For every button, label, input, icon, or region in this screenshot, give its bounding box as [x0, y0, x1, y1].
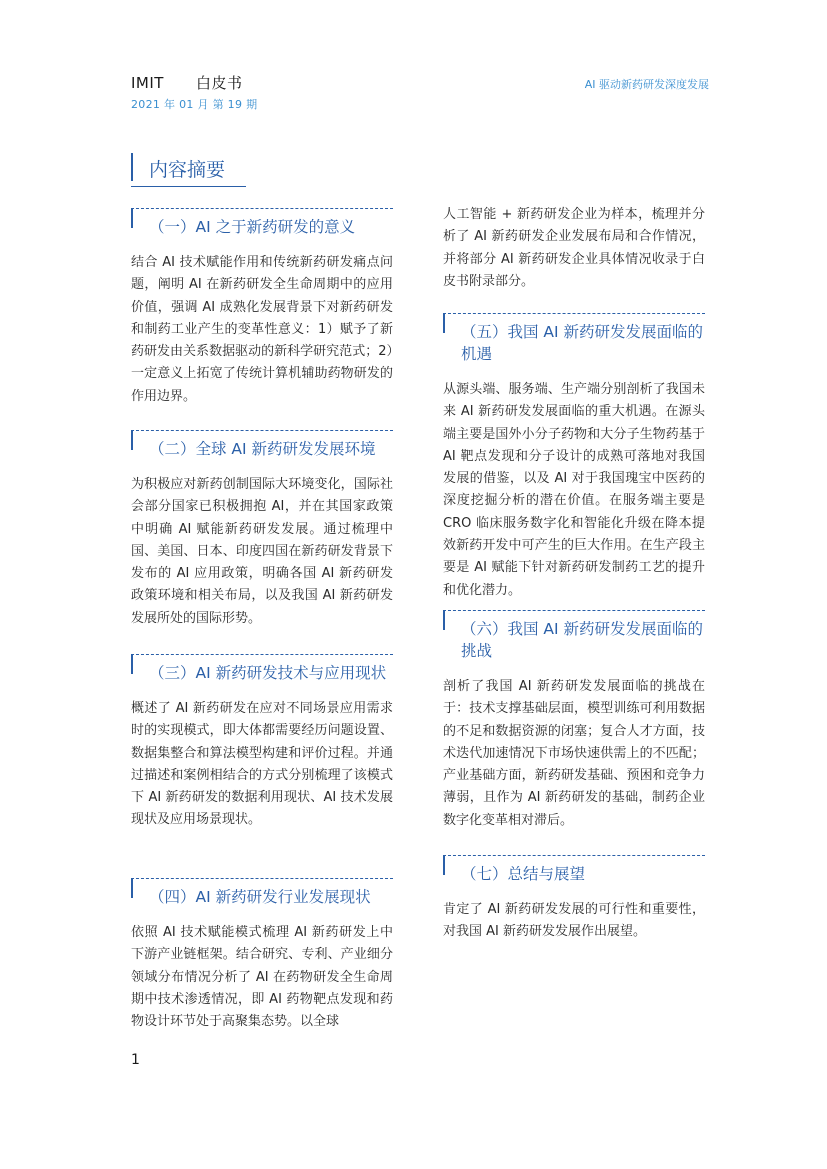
doc-type: 白皮书	[195, 74, 243, 92]
section-2	[131, 430, 393, 630]
section-body: 依照 AI 技术赋能模式梳理 AI 新药研发上中下游产业链框架。结合研究、专利、产业细分领域分布情况分析了 AI 在药物研发全生命周期中技术渗透情况，即 AI 药物靶点发现和药物设计环节处于高聚集态势。以全球	[131, 925, 393, 1030]
section-divider	[131, 878, 393, 879]
section-title: （一）AI 之于新药研发的意义	[149, 218, 356, 236]
section-marker	[131, 430, 133, 450]
section-marker	[443, 855, 445, 875]
section-body: 为积极应对新药创制国际大环境变化，国际社会部分国家已积极拥抱 AI，并在其国家政策中明确 AI 赋能新药研发发展。通过梳理中国、美国、日本、印度四国在新药研发背景下发布的 AI 应用政策，明确各国 AI 新药研发政策环境和相关布局，以及我国 AI 新药研发发展所处的国际形势。	[131, 477, 393, 626]
section-divider	[443, 313, 705, 314]
section-divider	[131, 208, 393, 209]
header-left	[131, 72, 257, 112]
section-heading	[131, 878, 393, 908]
section-4-continued	[443, 204, 705, 293]
section-heading	[443, 313, 705, 365]
section-6	[443, 610, 705, 832]
section-7	[443, 855, 705, 944]
section-heading	[131, 208, 393, 238]
section-title: （四）AI 新药研发行业发展现状	[149, 888, 371, 906]
toc-heading-underline	[131, 186, 246, 187]
section-marker	[131, 654, 133, 674]
section-divider	[131, 430, 393, 431]
section-body: 肯定了 AI 新药研发发展的可行性和重要性，对我国 AI 新药研发发展作出展望。	[443, 902, 705, 940]
issue-date: 2021 年 01 月 第 19 期	[131, 98, 258, 111]
section-1	[131, 208, 393, 408]
section-divider	[443, 855, 705, 856]
section-heading	[443, 855, 705, 885]
section-body: 概述了 AI 新药研发在应对不同场景应用需求时的实现模式，即大体都需要经历问题设置、数据集整合和算法模型构建和评价过程。并通过描述和案例相结合的方式分别梳理了该模式下 AI 新药研发的数据利用现状、AI 技术发展现状及应用场景现状。	[131, 701, 393, 828]
section-marker	[131, 878, 133, 898]
section-body: 剖析了我国 AI 新药研发发展面临的挑战在于：技术支撑基础层面，模型训练可利用数据的不足和数据资源的闭塞；复合人才方面，技术迭代加速情况下市场快速供需上的不匹配；产业基础方面，新药研发基础、预困和竞争力薄弱，且作为 AI 新药研发的基础，制药企业数字化变革相对滞后。	[443, 679, 705, 828]
section-marker	[131, 208, 133, 228]
running-title: AI 驱动新药研发深度发展	[584, 78, 709, 91]
section-body: 结合 AI 技术赋能作用和传统新药研发痛点问题，阐明 AI 在新药研发全生命周期中的应用价值，强调 AI 成熟化发展背景下对新药研发和制药工业产生的变革性意义：1）赋予了新药研发由关系数据驱动的新科学研究范式；2）一定意义上拓宽了传统计算机辅助药物研发的作用边界。	[131, 255, 393, 404]
brand-name: IMIT	[131, 74, 164, 92]
section-3	[131, 654, 393, 832]
section-body: 人工智能 + 新药研发企业为样本，梳理并分析了 AI 新药研发企业发展布局和合作情况，并将部分 AI 新药研发企业具体情况收录于白皮书附录部分。	[443, 207, 705, 289]
section-marker	[443, 610, 445, 630]
section-divider	[131, 654, 393, 655]
section-divider	[443, 610, 705, 611]
section-title: （三）AI 新药研发技术与应用现状	[149, 664, 387, 682]
section-5	[443, 313, 705, 602]
toc-title: 内容摘要	[149, 159, 226, 181]
section-title: （六）我国 AI 新药研发发展面临的挑战	[461, 620, 704, 660]
section-title: （五）我国 AI 新药研发发展面临的机遇	[461, 323, 704, 363]
section-heading	[131, 430, 393, 460]
section-marker	[443, 313, 445, 333]
section-title: （七）总结与展望	[461, 865, 586, 883]
page-number: 1	[131, 1052, 140, 1068]
section-heading	[131, 654, 393, 684]
section-heading	[443, 610, 705, 662]
header-brand-line	[131, 72, 257, 93]
section-4	[131, 878, 393, 1033]
toc-heading-bar	[131, 153, 133, 181]
section-title: （二）全球 AI 新药研发发展环境	[149, 440, 376, 458]
section-body: 从源头端、服务端、生产端分别剖析了我国未来 AI 新药研发发展面临的重大机遇。在源头端主要是国外小分子药物和大分子生物药基于 AI 靶点发现和分子设计的成熟可落地对我国发展的借鉴，以及 AI 对于我国瑰宝中医药的深度挖掘分析的潜在价值。在服务端主要是 CRO 临床服务数字化和智能化升级在降本提效新药开发中可产生的巨大作用。在生产段主要是 AI 赋能下针对新药研发制药工艺的提升和优化潜力。	[443, 382, 705, 598]
